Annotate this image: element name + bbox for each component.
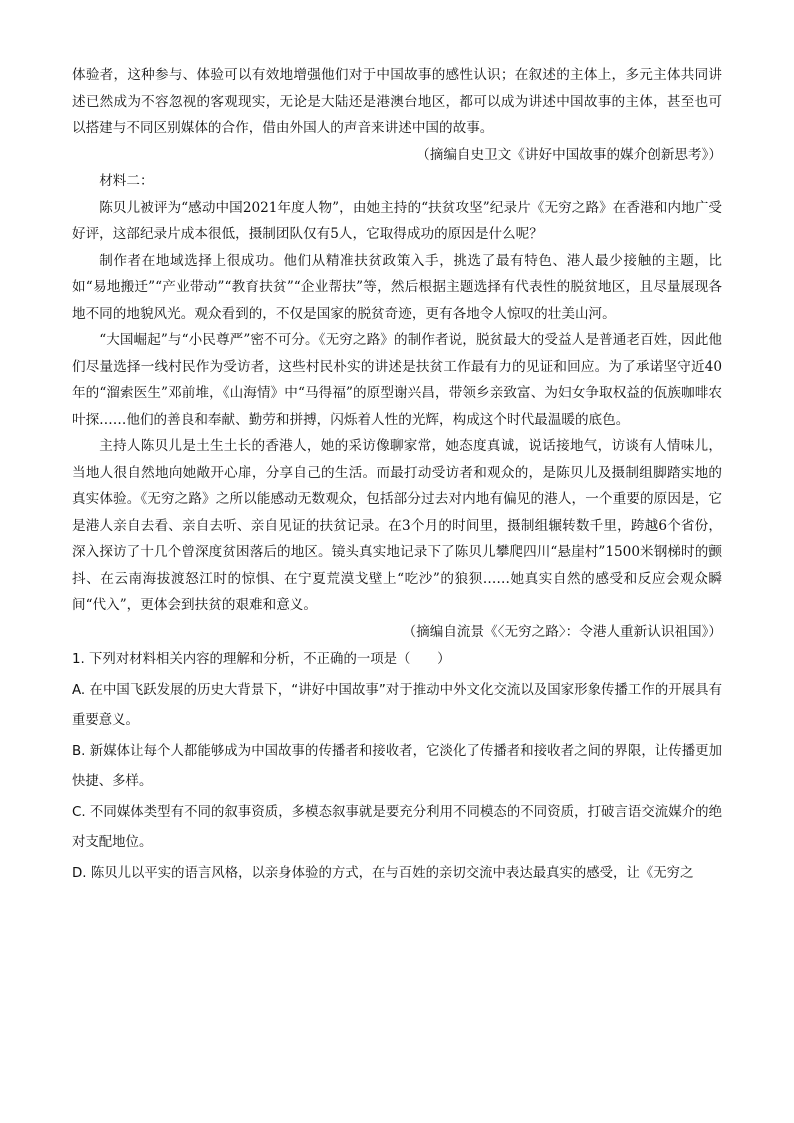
option-c: C. 不同媒体类型有不同的叙事资质，多模态叙事就是要充分利用不同模态的不同资质，打破言语交流媒介的绝对支配地位。	[72, 804, 722, 850]
material2-paragraph: 陈贝儿被评为“感动中国2021年度人物”，由她主持的“扶贫攻坚”纪录片《无穷之路》在香港和内地广受好评，这部纪录片成本很低，摄制团队仅有5人，它取得成功的原因是什么呢？	[72, 199, 722, 242]
material2-label: 材料二：	[99, 173, 154, 189]
material2-paragraph: 主持人陈贝儿是土生土长的香港人，她的采访像聊家常，她态度真诚，说话接地气，访谈有人情味儿，当地人很自然地向她敞开心扉，分享自己的生活。而最打动受访者和观众的，是陈贝儿及摄制组脚踏实地的真实体验。《无穷之路》之所以能感动无数观众，包括部分过去对内地有偏见的港人，一个重要的原因是，它是港人亲自去看、亲自去听、亲自见证的扶贫记录。在3个月的时间里，摄制组辗转数千里，跨越6个省份，深入探访了十几个曾深度贫困落后的地区。镜头真实地记录下了陈贝儿攀爬四川“悬崖村”1500米钢梯时的颤抖、在云南海拔渡怒江时的惊惧、在宁夏荒漠戈壁上“吃沙”的狼狈……她真实自然的感受和反应会观众瞬间“代入”，更体会到扶贫的艰难和意义。	[72, 438, 722, 613]
material2-paragraph: “大国崛起”与“小民尊严”密不可分。《无穷之路》的制作者说，脱贫最大的受益人是普通老百姓，因此他们尽量选择一线村民作为受访者，这些村民朴实的讲述是扶贫工作最有力的见证和回应。为了承诺坚守近40年的“溜索医生”邓前堆，《山海情》中“马得福”的原型谢兴昌，带领乡亲致富、为妇女争取权益的佤族咖啡农叶探……他们的善良和奉献、勤劳和拼搏，闪烁着人性的光辉，构成这个时代最温暖的底色。	[72, 332, 722, 428]
material1-source: （摘编自史卫文《讲好中国故事的媒介创新思考》）	[416, 146, 722, 163]
option-d: D. 陈贝儿以平实的语言风格，以亲身体验的方式，在与百姓的亲切交流中表达最真实的感受，让《无穷之	[72, 865, 694, 881]
material2-source: （摘编自流景《〈无穷之路〉：令港人重新认识祖国》）	[402, 623, 722, 640]
question-block	[72, 645, 722, 889]
page-content	[72, 62, 722, 889]
question-stem: 1. 下列对材料相关内容的理解和分析，不正确的一项是（ ）	[72, 652, 451, 667]
option-a: A. 在中国飞跃发展的历史大背景下，“讲好中国故事”对于推动中外文化交流以及国家形象传播工作的开展具有重要意义。	[72, 682, 722, 728]
material2-paragraph: 制作者在地域选择上很成功。他们从精准扶贫政策入手，挑选了最有特色、港人最少接触的主题，比如“易地搬迁”“产业带动”“教育扶贫”“企业帮扶”等，然后根据主题选择有代表性的脱贫地区，且尽量展现各地不同的地貌风光。观众看到的，不仅是国家的脱贫奇迹，更有各地令人惊叹的壮美山河。	[72, 252, 722, 322]
option-b: B. 新媒体让每个人都能够成为中国故事的传播者和接收者，它淡化了传播者和接收者之间的界限，让传播更加快捷、多样。	[72, 743, 722, 789]
material1-continuation: 体验者，这种参与、体验可以有效地增强他们对于中国故事的感性认识；在叙述的主体上，多元主体共同讲述已然成为不容忽视的客观现实，无论是大陆还是港澳台地区，都可以成为讲述中国故事的主体，甚至也可以搭建与不同区别媒体的合作，借由外国人的声音来讲述中国的故事。	[72, 67, 722, 136]
